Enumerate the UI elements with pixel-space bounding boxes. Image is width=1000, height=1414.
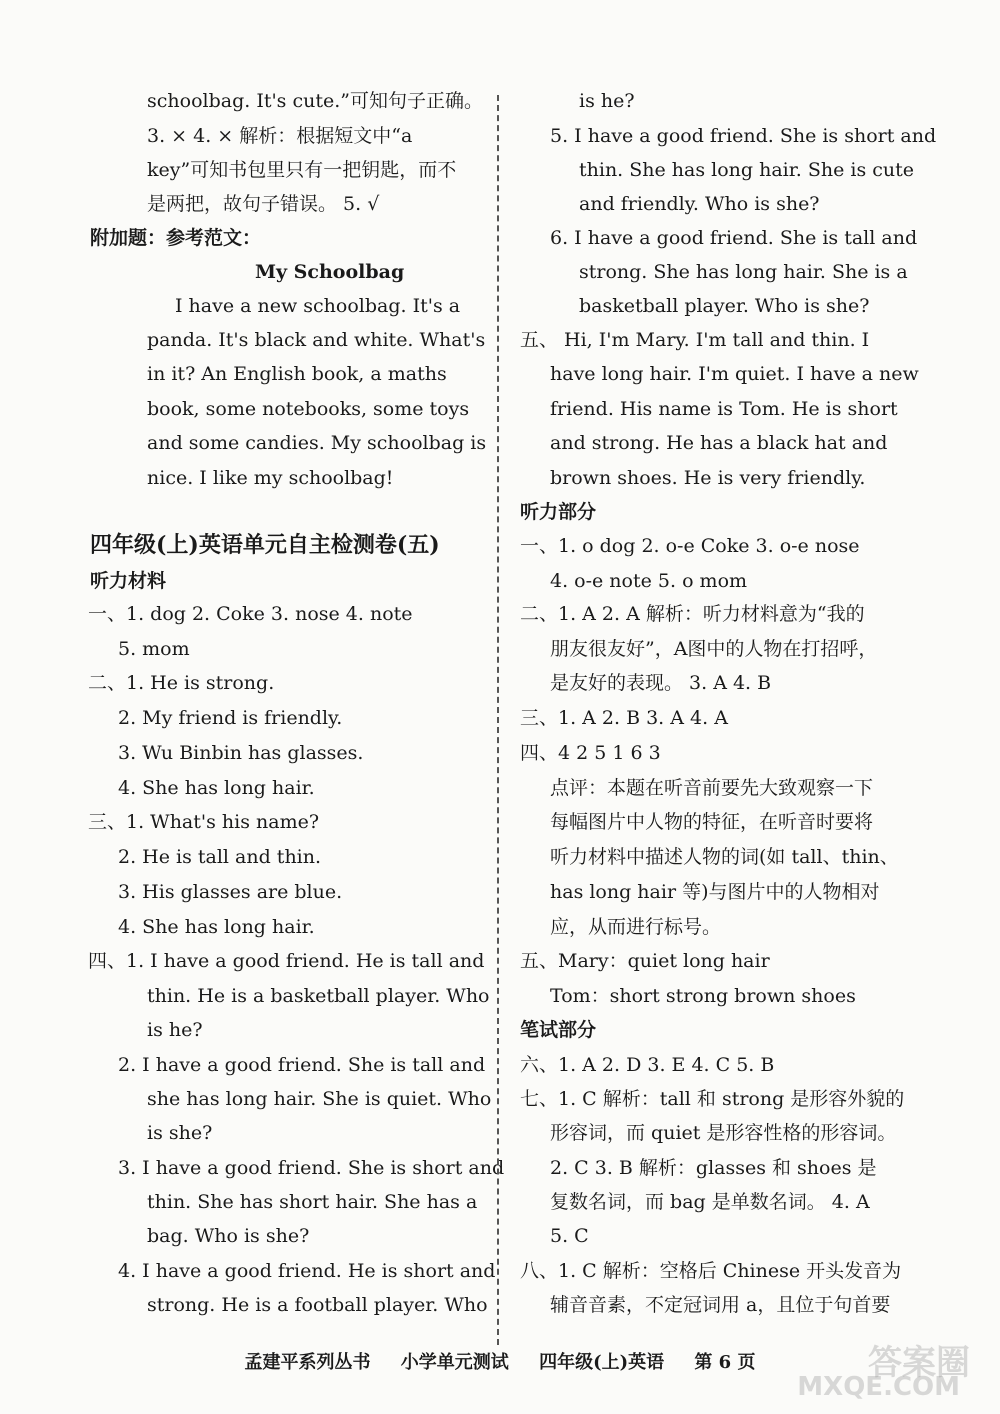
left-text-line: nice. I like my schoolbag!	[147, 467, 394, 489]
right-text-line: 5. I have a good friend. She is short and	[550, 125, 937, 147]
left-text-line: schoolbag. It's cute.”可知句子正确。	[147, 90, 483, 112]
right-text-line: 听力部分	[520, 501, 597, 523]
right-text-line: brown shoes. He is very friendly.	[550, 467, 866, 489]
right-text-line: and strong. He has a black hat and	[550, 432, 888, 454]
left-text-line: 4. I have a good friend. He is short and	[118, 1260, 496, 1282]
footer-grade: 四年级(上)英语	[539, 1352, 665, 1373]
footer-book: 小学单元测试	[400, 1352, 509, 1373]
right-text-line: 五、Mary：quiet long hair	[520, 950, 770, 972]
left-text-line: thin. She has short hair. She has a	[147, 1191, 478, 1213]
right-text-line: 笔试部分	[520, 1019, 597, 1041]
right-text-line: 应，从而进行标号。	[550, 916, 722, 938]
right-text-line: 6. I have a good friend. She is tall and	[550, 227, 918, 249]
right-text-line: 每幅图片中人物的特征，在听音时要将	[550, 811, 874, 833]
right-text-line: have long hair. I'm quiet. I have a new	[550, 363, 919, 385]
watermark-logo: 答案圈	[868, 1343, 970, 1383]
left-text-line: strong. He is a football player. Who	[147, 1294, 488, 1316]
footer-series: 孟建平系列丛书	[244, 1352, 371, 1373]
right-text-line: 形容词，而 quiet 是形容性格的形容词。	[550, 1122, 897, 1144]
left-text-line: 2. He is tall and thin.	[118, 846, 322, 868]
left-text-line: My Schoolbag	[255, 261, 405, 283]
left-text-line: 二、1. He is strong.	[88, 672, 275, 694]
left-text-line: 3. Wu Binbin has glasses.	[118, 742, 364, 764]
left-text-line: thin. He is a basketball player. Who	[147, 985, 490, 1007]
right-text-line: 复数名词，而 bag 是单数名词。 4. A	[550, 1191, 870, 1213]
right-text-line: basketball player. Who is she?	[579, 295, 870, 317]
left-text-line: 2. I have a good friend. She is tall and	[118, 1054, 486, 1076]
right-text-line: 三、1. A 2. B 3. A 4. A	[520, 707, 728, 729]
left-text-line: 2. My friend is friendly.	[118, 707, 343, 729]
left-text-line: 3. His glasses are blue.	[118, 881, 343, 903]
right-text-line: 点评：本题在听音前要先大致观察一下	[550, 777, 874, 799]
page-footer	[0, 1348, 1000, 1374]
left-text-line: 听力材料	[90, 570, 167, 592]
left-text-line: 四、1. I have a good friend. He is tall and	[88, 950, 485, 972]
right-text-line: 八、1. C 解析：空格后 Chinese 开头发音为	[520, 1260, 902, 1282]
right-text-line: 六、1. A 2. D 3. E 4. C 5. B	[520, 1054, 775, 1076]
left-text-line: key”可知书包里只有一把钥匙，而不	[147, 159, 457, 181]
right-text-line: 2. C 3. B 解析：glasses 和 shoes 是	[550, 1157, 877, 1179]
right-text-line: 二、1. A 2. A 解析：听力材料意为“我的	[520, 603, 865, 625]
left-text-line: 4. She has long hair.	[118, 916, 315, 938]
column-divider	[497, 95, 499, 1345]
right-text-line: thin. She has long hair. She is cute	[579, 159, 914, 181]
right-text-line: Tom：short strong brown shoes	[550, 985, 856, 1007]
right-text-line: 听力材料中描述人物的词(如 tall、thin、	[550, 846, 899, 868]
right-text-line: 七、1. C 解析：tall 和 strong 是形容外貌的	[520, 1088, 905, 1110]
left-text-line: 3. × 4. × 解析：根据短文中“a	[147, 125, 413, 147]
left-text-line: is she?	[147, 1122, 213, 1144]
left-text-line: 是两把，故句子错误。 5. √	[147, 193, 380, 215]
left-text-line: panda. It's black and white. What's	[147, 329, 486, 351]
left-text-line: 4. She has long hair.	[118, 777, 315, 799]
left-text-line: 三、1. What's his name?	[88, 811, 320, 833]
right-text-line: and friendly. Who is she?	[579, 193, 820, 215]
right-text-line: friend. His name is Tom. He is short	[550, 398, 898, 420]
left-text-line: bag. Who is she?	[147, 1225, 310, 1247]
left-text-line: is he?	[147, 1019, 203, 1041]
right-text-line: 辅音音素，不定冠词用 a，且位于句首要	[550, 1294, 891, 1316]
right-text-line: 是友好的表现。 3. A 4. B	[550, 672, 772, 694]
left-text-line: she has long hair. She is quiet. Who	[147, 1088, 492, 1110]
right-text-line: has long hair 等)与图片中的人物相对	[550, 881, 880, 903]
right-text-line: 四、4 2 5 1 6 3	[520, 742, 661, 764]
left-text-line: book, some notebooks, some toys	[147, 398, 470, 420]
left-text-line: 四年级(上)英语单元自主检测卷(五)	[90, 532, 440, 558]
right-text-line: 五、 Hi, I'm Mary. I'm tall and thin. I	[520, 329, 870, 351]
left-text-line: 一、1. dog 2. Coke 3. nose 4. note	[88, 603, 413, 625]
left-text-line: in it? An English book, a maths	[147, 363, 447, 385]
right-text-line: 一、1. o dog 2. o-e Coke 3. o-e nose	[520, 535, 860, 557]
left-text-line: 3. I have a good friend. She is short and	[118, 1157, 505, 1179]
right-text-line: 4. o-e note 5. o mom	[550, 570, 748, 592]
right-text-line: 朋友很友好”，A图中的人物在打招呼，	[550, 638, 878, 660]
right-text-line: 5. C	[550, 1225, 589, 1247]
footer-page-number: 第 6 页	[694, 1352, 756, 1373]
right-text-line: strong. She has long hair. She is a	[579, 261, 908, 283]
left-text-line: I have a new schoolbag. It's a	[175, 295, 461, 317]
left-text-line: and some candies. My schoolbag is	[147, 432, 487, 454]
left-text-line: 附加题：参考范文：	[90, 227, 262, 249]
right-text-line: is he?	[579, 90, 635, 112]
watermark-url: MXQE.COM	[797, 1372, 960, 1402]
left-text-line: 5. mom	[118, 638, 190, 660]
